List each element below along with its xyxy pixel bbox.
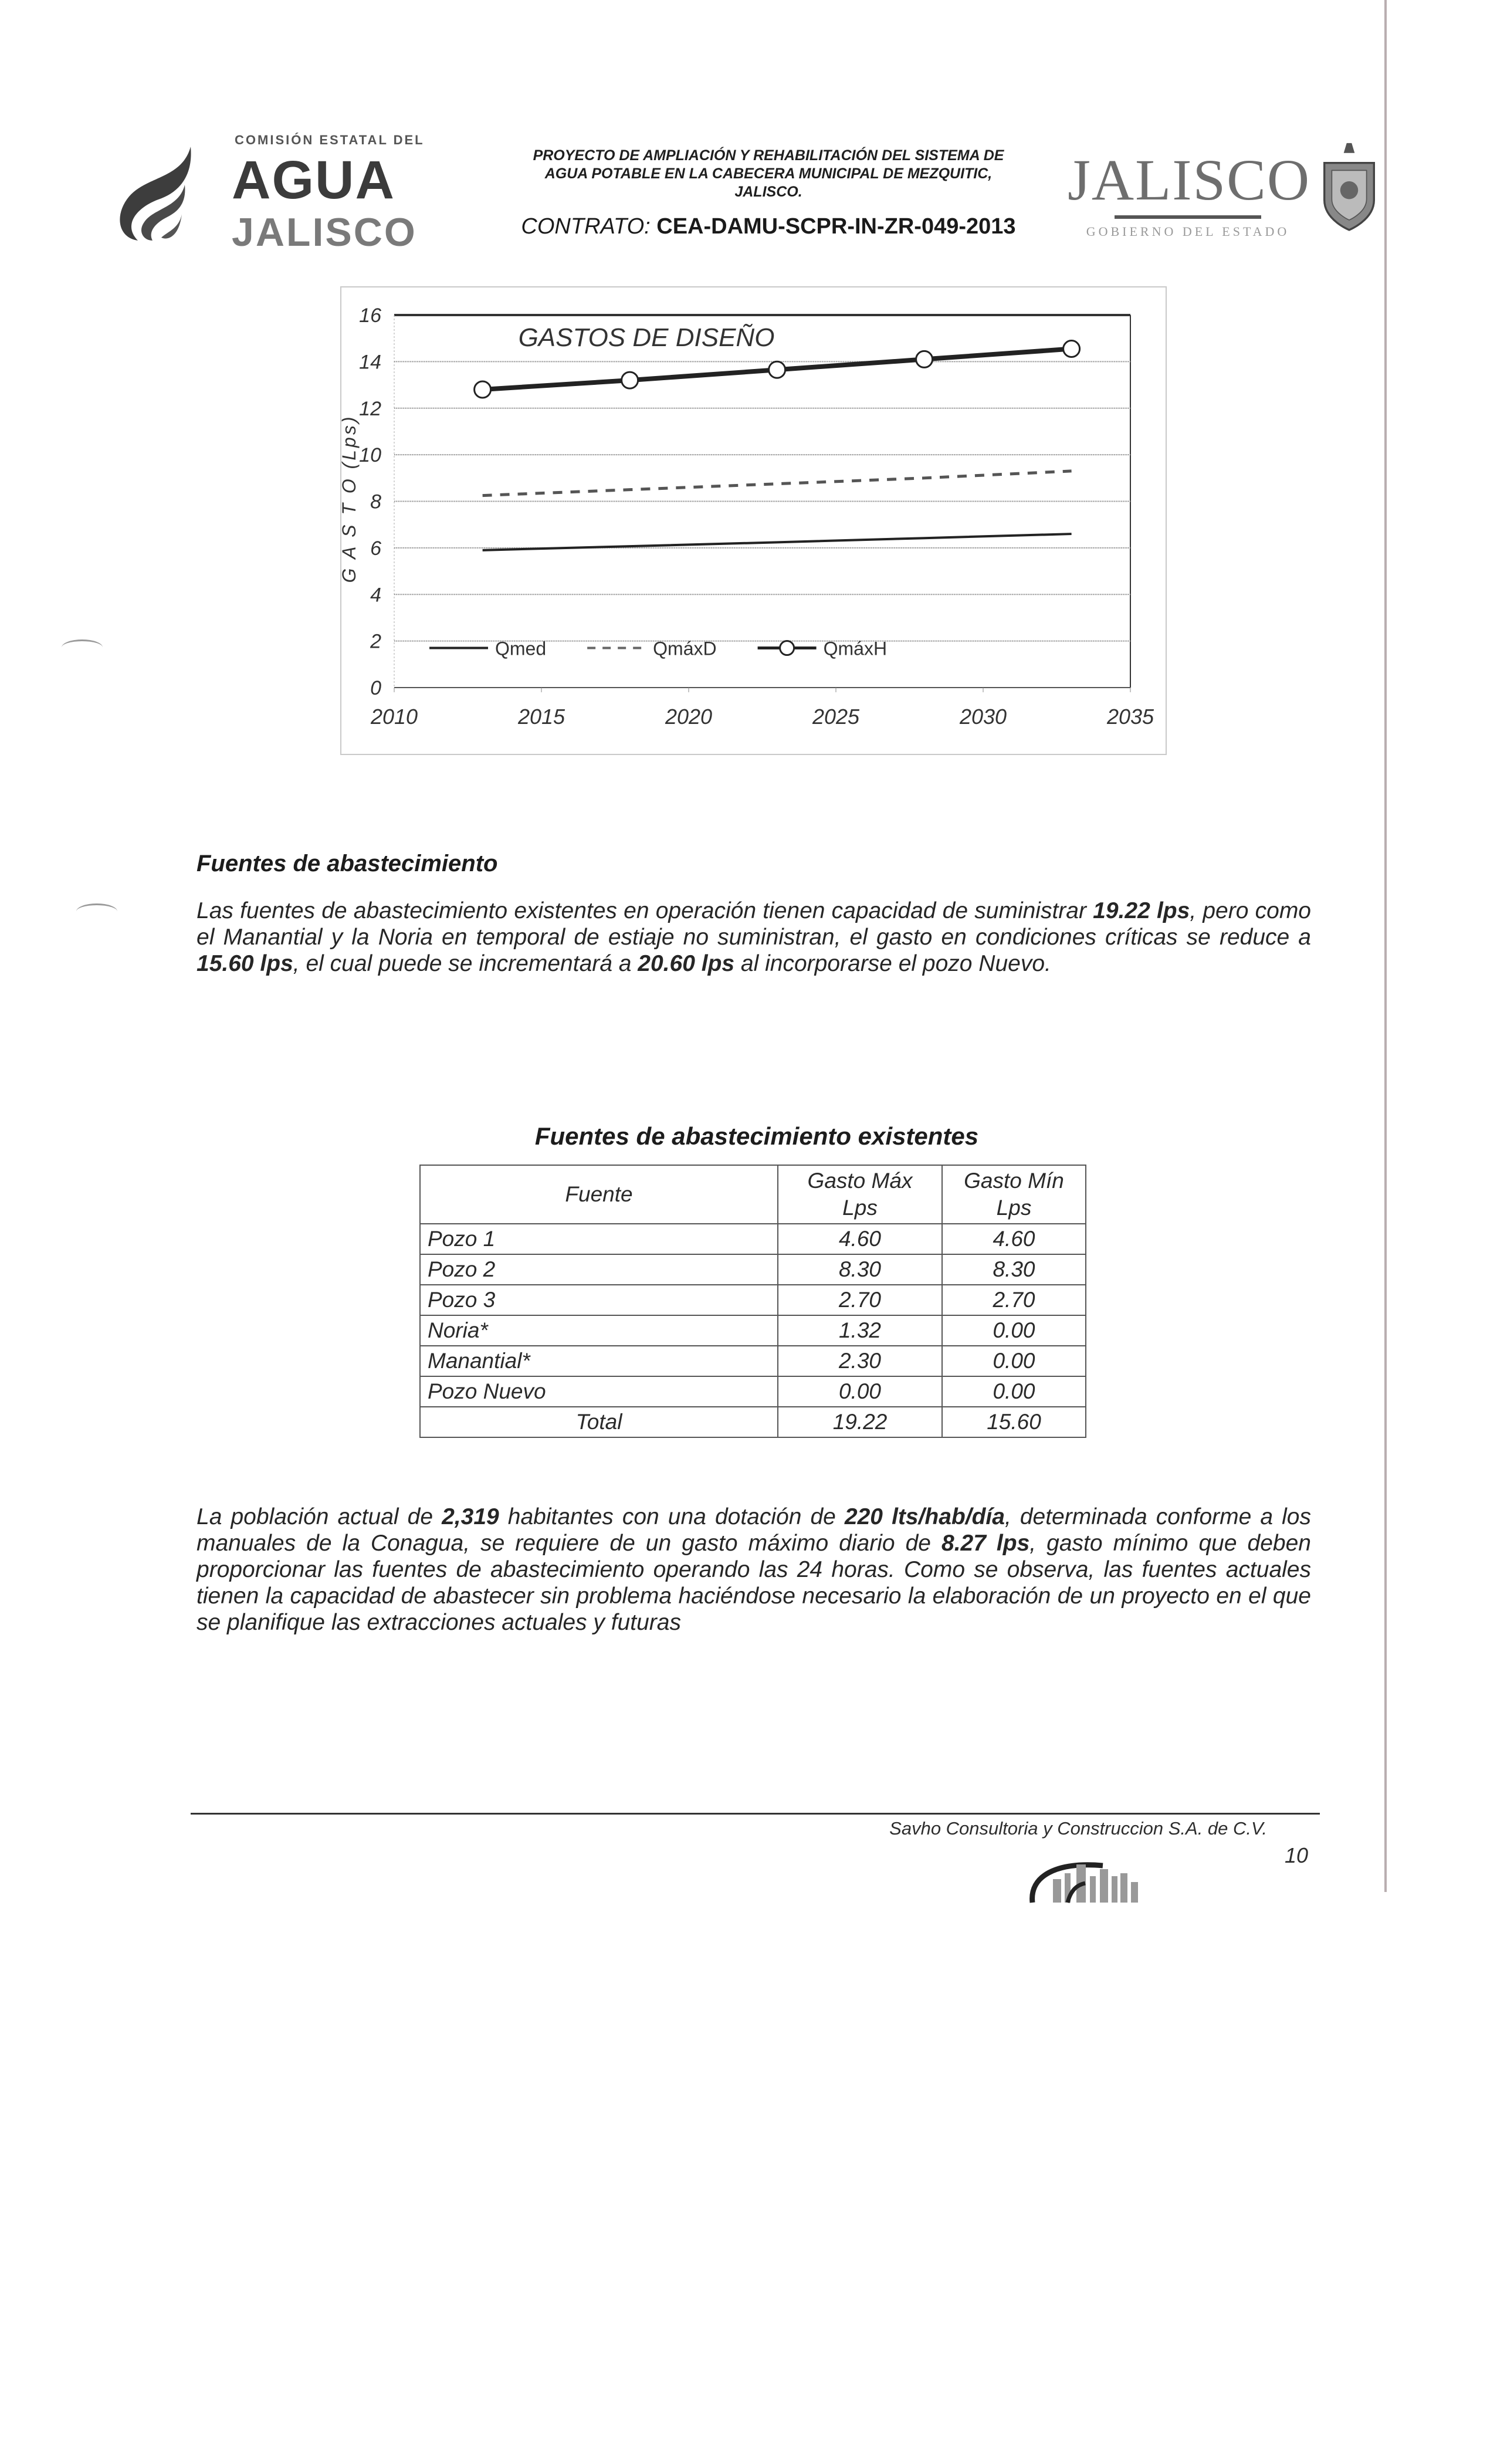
source-name-cell: Noria*	[420, 1315, 778, 1346]
emphasis-value: 20.60 lps	[638, 951, 735, 976]
y-tick-label: 14	[359, 351, 381, 374]
max-flow-cell: 8.30	[778, 1254, 942, 1285]
min-flow-cell: 4.60	[942, 1224, 1086, 1254]
emphasis-value: 8.27 lps	[941, 1531, 1030, 1556]
min-flow-cell: 0.00	[942, 1315, 1086, 1346]
design-flow-chart	[340, 286, 1167, 755]
emphasis-value: 220 lts/hab/día	[844, 1504, 1005, 1529]
y-tick-label: 6	[370, 537, 381, 560]
min-flow-cell: 2.70	[942, 1285, 1086, 1315]
table-header-row	[420, 1165, 1086, 1224]
total-value-cell: 19.22	[778, 1407, 942, 1437]
source-name-cell: Pozo 1	[420, 1224, 778, 1254]
max-flow-cell: 1.32	[778, 1315, 942, 1346]
table-row	[420, 1224, 1086, 1254]
paragraph-text: , el cual puede se incrementará a	[293, 951, 638, 976]
x-tick-label: 2030	[959, 705, 1007, 729]
project-header	[475, 147, 1062, 240]
min-flow-cell: 8.30	[942, 1254, 1086, 1285]
page-margin-line	[1384, 0, 1387, 1892]
section-heading: Fuentes de abastecimiento	[197, 851, 498, 876]
legend-label: QmáxH	[823, 638, 888, 659]
logo-agua-text: AGUA	[232, 150, 395, 210]
jalisco-logo-title: JALISCO	[1068, 147, 1311, 212]
logo-kicker: COMISIÓN ESTATAL DEL	[235, 133, 425, 147]
project-title-line: PROYECTO DE AMPLIACIÓN Y REHABILITACIÓN DEL SISTEMA DE	[533, 147, 1004, 164]
paragraph-text: La población actual de	[197, 1504, 442, 1529]
source-name-cell: Pozo Nuevo	[420, 1376, 778, 1407]
population-paragraph	[197, 1504, 1311, 1636]
logo-jalisco-text: JALISCO	[232, 210, 417, 255]
y-tick-label: 12	[359, 397, 381, 420]
paragraph-text: , gasto mínimo que deben proporcionar las fuentes de abastecimiento operando las 24 horas. Como se observa, las fuentes actuales tienen la capacidad de abastecer sin problema haciéndose necesario la elaboración de un proyecto en el que se planifique las extracciones actuales y futuras	[197, 1531, 1311, 1635]
source-name-cell: Pozo 2	[420, 1254, 778, 1285]
legend-label: QmáxD	[653, 638, 717, 659]
agua-jalisco-logo	[111, 126, 458, 255]
company-skyline-logo-icon	[1021, 1859, 1156, 1903]
punch-hole-mark	[62, 639, 103, 655]
max-flow-cell: 2.30	[778, 1346, 942, 1376]
data-point-marker	[769, 361, 785, 378]
header-gasto-min: Gasto Mín Lps	[942, 1165, 1086, 1224]
y-tick-label: 4	[370, 584, 381, 607]
footer-company: Savho Consultoria y Construccion S.A. de C.V.	[889, 1818, 1267, 1839]
page-number: 10	[1285, 1843, 1309, 1867]
supply-sources-table	[419, 1165, 1086, 1438]
contract-number: CEA-DAMU-SCPR-IN-ZR-049-2013	[656, 214, 1016, 239]
x-tick-label: 2010	[370, 705, 418, 729]
y-tick-label: 8	[370, 490, 381, 513]
chart-y-ticks	[359, 304, 381, 699]
chart-canvas	[338, 287, 1166, 754]
state-crest-icon	[1317, 132, 1381, 243]
legend-marker	[780, 641, 794, 655]
paragraph-text: habitantes con una dotación de	[499, 1504, 845, 1529]
source-name-cell: Manantial*	[420, 1346, 778, 1376]
max-flow-cell: 2.70	[778, 1285, 942, 1315]
y-tick-label: 16	[359, 304, 381, 327]
punch-hole-mark	[76, 903, 117, 919]
project-title-line: AGUA POTABLE EN LA CABECERA MUNICIPAL DE MEZQUITIC,	[544, 165, 993, 182]
table-row	[420, 1346, 1086, 1376]
chart-y-axis-label: G A S T O (Lps)	[338, 414, 360, 583]
chart-title: GASTOS DE DISEÑO	[518, 323, 775, 352]
y-tick-label: 2	[370, 630, 381, 653]
table-row	[420, 1315, 1086, 1346]
data-point-marker	[475, 381, 491, 398]
x-tick-label: 2015	[517, 705, 565, 729]
project-title-line: JALISCO.	[734, 184, 802, 200]
contract-label: CONTRATO:	[521, 214, 651, 239]
paragraph-text: al incorporarse el pozo Nuevo.	[734, 951, 1051, 976]
table-row	[420, 1285, 1086, 1315]
supply-sources-paragraph	[197, 898, 1311, 977]
min-flow-cell: 0.00	[942, 1376, 1086, 1407]
jalisco-government-logo	[1068, 147, 1311, 240]
total-value-cell: 15.60	[942, 1407, 1086, 1437]
header-fuente: Fuente	[420, 1165, 778, 1224]
jalisco-logo-subtitle: GOBIERNO DEL ESTADO	[1086, 224, 1290, 239]
legend-label: Qmed	[495, 638, 547, 659]
x-tick-label: 2035	[1106, 705, 1154, 729]
series-line-qmxd	[483, 471, 1072, 496]
total-label-cell: Total	[420, 1407, 778, 1437]
jalisco-logo-bar	[1115, 215, 1261, 219]
max-flow-cell: 4.60	[778, 1224, 942, 1254]
emphasis-value: 15.60 lps	[197, 951, 293, 976]
emphasis-value: 2,319	[442, 1504, 499, 1529]
y-tick-label: 0	[370, 677, 381, 699]
table-total-row	[420, 1407, 1086, 1437]
emphasis-value: 19.22 lps	[1093, 898, 1190, 923]
source-name-cell: Pozo 3	[420, 1285, 778, 1315]
paragraph-text: , determinada conforme a los manuales de la Conagua, se requiere de un gasto máximo diario de	[197, 1504, 1311, 1556]
data-point-marker	[916, 351, 933, 367]
x-tick-label: 2025	[812, 705, 860, 729]
header-gasto-max: Gasto Máx Lps	[778, 1165, 942, 1224]
table-title: Fuentes de abastecimiento existentes	[534, 1122, 979, 1150]
contract-line	[475, 213, 1062, 240]
max-flow-cell: 0.00	[778, 1376, 942, 1407]
data-point-marker	[622, 372, 638, 388]
chart-x-ticks	[370, 688, 1154, 729]
water-drop-wave-icon	[111, 144, 199, 243]
paragraph-text: Las fuentes de abastecimiento existentes en operación tienen capacidad de suministrar	[197, 898, 1093, 923]
footer-rule	[191, 1813, 1320, 1815]
min-flow-cell: 0.00	[942, 1346, 1086, 1376]
data-point-marker	[1064, 341, 1080, 357]
chart-series	[475, 341, 1080, 550]
table-row	[420, 1376, 1086, 1407]
paragraph-text: , pero como el Manantial y la Noria en temporal de estiaje no suministran, el gasto en condiciones críticas se reduce a	[197, 898, 1311, 950]
y-tick-label: 10	[359, 444, 381, 467]
x-tick-label: 2020	[665, 705, 713, 729]
table-row	[420, 1254, 1086, 1285]
